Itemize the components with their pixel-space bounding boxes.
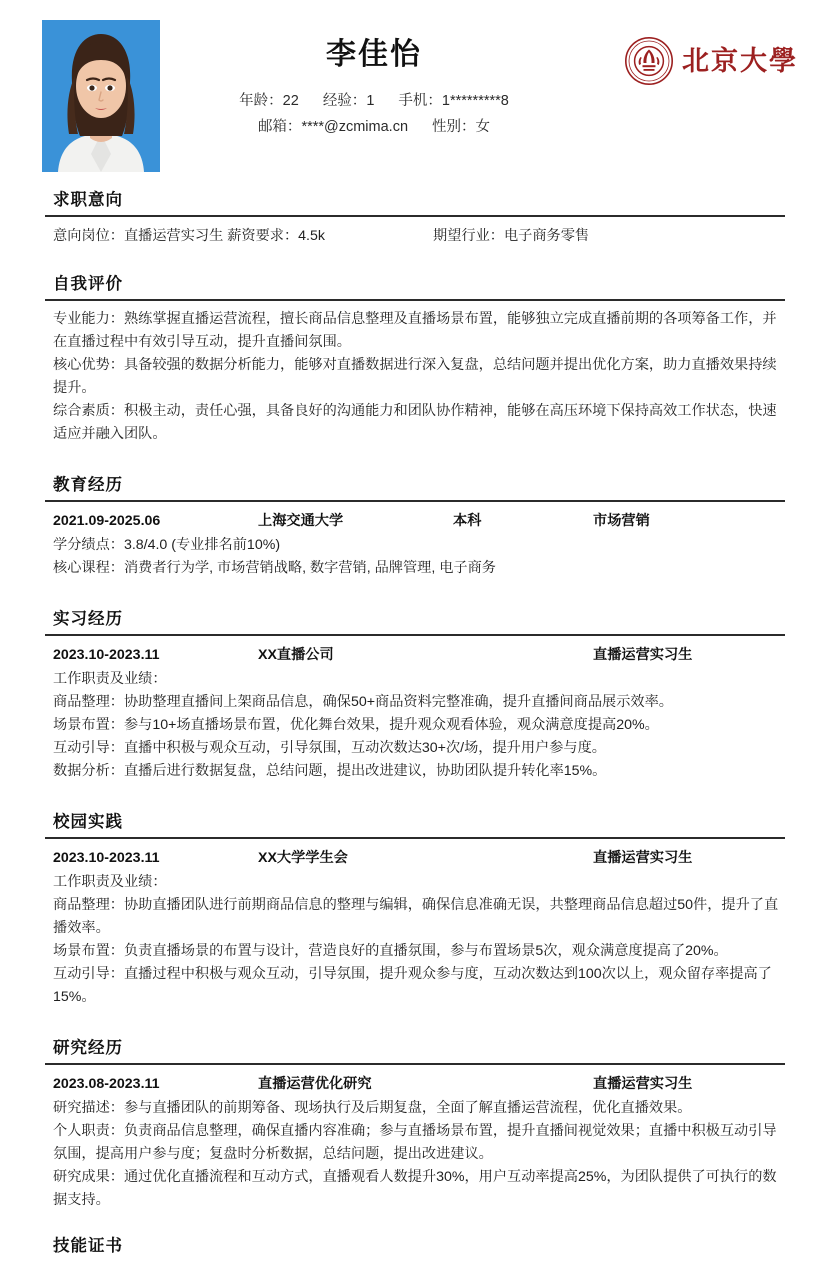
research-project: 直播运营优化研究: [258, 1075, 372, 1092]
campus-detail: 商品整理：协助直播团队进行前期商品信息的整理与编辑，确保信息准确无误，共整理商品信息超过50件，提升了直播效率。: [53, 896, 779, 936]
education-school: 上海交通大学: [258, 512, 344, 529]
meta-gender-label: 性别：: [432, 119, 476, 136]
meta-age-value: 22: [282, 92, 299, 109]
section-internship: [0, 599, 820, 783]
internship-date: 2023.10-2023.11: [53, 646, 160, 663]
contact-line-2: [160, 114, 588, 141]
campus-role: 直播运营实习生: [593, 849, 693, 866]
meta-phone-value: 1*********8: [441, 92, 509, 109]
research-entry-header: [45, 1072, 785, 1096]
section-title-research: 研究经历: [53, 1038, 123, 1057]
university-name: 北京大學: [682, 45, 798, 76]
meta-email-value: ****@zcmima.cn: [301, 119, 409, 136]
meta-age: [239, 88, 299, 115]
internship-detail: 商品整理：协助整理直播间上架商品信息，确保50+商品资料完整准确，提升直播间商品展示效率。: [53, 693, 673, 710]
research-detail: 个人职责：负责商品信息整理，确保直播内容准确；参与直播场景布置，提升直播间视觉效果；直播中积极互动引导氛围，提高用户参与度；复盘时分析数据，总结问题，提出改进建议。: [53, 1123, 777, 1163]
education-degree: 本科: [453, 512, 482, 529]
university-logo: [618, 20, 798, 86]
education-date: 2021.09-2025.06: [53, 512, 161, 529]
self-eval-paragraph: 专业能力：熟练掌握直播运营流程，擅长商品信息整理及直播场景布置，能够独立完成直播前期的各项筹备工作，并在直播过程中有效引导互动，提升直播间氛围。: [53, 310, 777, 350]
candidate-name: 李佳怡: [326, 38, 422, 71]
section-title-skills-certificates: 技能证书: [53, 1237, 123, 1256]
research-date: 2023.08-2023.11: [53, 1075, 160, 1092]
meta-phone-label: 手机：: [398, 92, 442, 109]
meta-email-label: 邮箱：: [257, 119, 302, 136]
job-intent-industry: 期望行业：电子商务零售: [433, 228, 590, 244]
job-intent-row: [45, 224, 785, 250]
section-title-campus-practice: 校园实践: [53, 812, 123, 831]
internship-detail: 数据分析：直播后进行数据复盘，总结问题，提出改进建议，协助团队提升转化率15%。: [53, 762, 607, 779]
section-divider: [45, 299, 785, 301]
section-divider: [45, 634, 785, 636]
section-title-internship: 实习经历: [53, 609, 123, 628]
section-divider: [45, 215, 785, 217]
internship-role: 直播运营实习生: [593, 646, 693, 663]
campus-subtitle: 工作职责及业绩：: [53, 873, 167, 890]
campus-organization: XX大学学生会: [258, 849, 348, 866]
section-skills-certificates: [0, 1226, 820, 1261]
resume-header: [0, 0, 820, 180]
internship-company: XX直播公司: [258, 646, 334, 663]
section-title-job-intent: 求职意向: [53, 191, 123, 209]
research-role: 直播运营实习生: [593, 1075, 693, 1092]
education-gpa: 学分绩点：3.8/4.0 (专业排名前10%): [53, 536, 281, 553]
meta-email: [258, 114, 408, 141]
meta-age-label: 年龄：: [239, 92, 283, 109]
peking-university-seal-icon: [624, 36, 674, 86]
internship-entry-header: [45, 643, 785, 667]
id-photo-illustration: [42, 20, 160, 172]
research-detail: 研究描述：参与直播团队的前期筹备、现场执行及后期复盘，全面了解直播运营流程，优化直播效果。: [53, 1100, 692, 1117]
section-divider: [45, 500, 785, 502]
meta-phone: [398, 88, 508, 115]
header-identity: [160, 20, 618, 141]
section-divider: [45, 837, 785, 839]
meta-experience-label: 经验：: [322, 92, 367, 109]
self-eval-paragraph: 综合素质：积极主动，责任心强，具备良好的沟通能力和团队协作精神，能够在高压环境下保持高效工作状态，快速适应并融入团队。: [53, 402, 777, 442]
meta-experience: [323, 88, 375, 115]
section-job-intent: [0, 180, 820, 250]
education-major: 市场营销: [593, 512, 650, 529]
meta-gender: [432, 114, 490, 141]
section-title-education: 教育经历: [53, 475, 123, 494]
section-education: [0, 465, 820, 580]
education-courses: 核心课程：消费者行为学, 市场营销战略, 数字营销, 品牌管理, 电子商务: [53, 559, 496, 576]
section-campus-practice: [0, 802, 820, 1009]
internship-detail: 互动引导：直播中积极与观众互动，引导氛围，互动次数达30+次/场，提升用户参与度。: [53, 739, 606, 756]
meta-gender-value: 女: [475, 119, 491, 136]
campus-date: 2023.10-2023.11: [53, 849, 160, 866]
candidate-photo: [42, 20, 160, 172]
self-eval-paragraph: 核心优势：具备较强的数据分析能力，能够对直播数据进行深入复盘，总结问题并提出优化方案，助力直播效果持续提升。: [53, 356, 777, 396]
research-detail: 研究成果：通过优化直播流程和互动方式，直播观看人数提升30%，用户互动率提高25%，为团队提供了可执行的数据支持。: [53, 1169, 777, 1209]
campus-entry-header: [45, 846, 785, 870]
section-title-self-evaluation: 自我评价: [53, 274, 123, 293]
education-entry-header: [45, 509, 785, 533]
campus-detail: 场景布置：负责直播场景的布置与设计，营造良好的直播氛围，参与布置场景5次，观众满意度提高了20%。: [53, 942, 728, 959]
job-intent-position-salary: 意向岗位：直播运营实习生 薪资要求：4.5k: [53, 228, 325, 244]
campus-detail: 互动引导：直播过程中积极与观众互动，引导氛围，提升观众参与度，互动次数达到100次以上，观众留存率提高了15%。: [53, 965, 772, 1005]
section-self-evaluation: [0, 264, 820, 446]
contact-line-1: [160, 88, 588, 115]
internship-subtitle: 工作职责及业绩：: [53, 670, 167, 687]
internship-detail: 场景布置：参与10+场直播场景布置，优化舞台效果，提升观众观看体验，观众满意度提高20%。: [53, 716, 659, 733]
meta-experience-value: 1: [366, 92, 375, 109]
section-divider: [45, 1063, 785, 1065]
section-research: [0, 1028, 820, 1212]
